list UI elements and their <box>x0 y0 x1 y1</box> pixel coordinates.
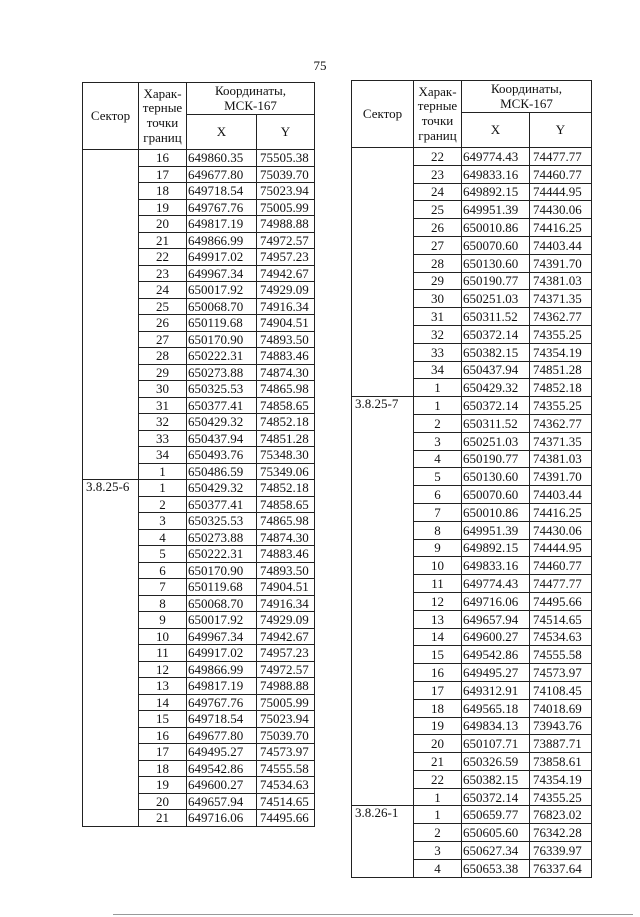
x-coordinate-cell: 649774.43 <box>462 575 530 593</box>
x-coordinate-cell: 649917.02 <box>187 249 257 266</box>
x-coordinate-cell: 649967.34 <box>187 265 257 282</box>
y-coordinate-cell: 74477.77 <box>530 148 592 166</box>
point-number-cell: 2 <box>414 414 462 432</box>
x-coordinate-cell: 650325.53 <box>187 381 257 398</box>
y-coordinate-cell: 74972.57 <box>257 661 315 678</box>
y-coordinate-cell: 74018.69 <box>530 699 592 717</box>
x-coordinate-cell: 650170.90 <box>187 331 257 348</box>
point-number-cell: 19 <box>139 777 187 794</box>
x-coordinate-cell: 649767.76 <box>187 199 257 216</box>
header-y: Y <box>257 115 315 150</box>
coordinates-table-left <box>82 82 315 827</box>
y-coordinate-cell: 76823.02 <box>530 806 592 824</box>
y-coordinate-cell: 74391.70 <box>530 468 592 486</box>
point-number-cell: 11 <box>414 575 462 593</box>
x-coordinate-cell: 650437.94 <box>187 430 257 447</box>
x-coordinate-cell: 650273.88 <box>187 364 257 381</box>
point-number-cell: 26 <box>139 315 187 332</box>
x-coordinate-cell: 649312.91 <box>462 681 530 699</box>
y-coordinate-cell: 73943.76 <box>530 717 592 735</box>
y-coordinate-cell: 75005.99 <box>257 694 315 711</box>
y-coordinate-cell: 74477.77 <box>530 575 592 593</box>
y-coordinate-cell: 74108.45 <box>530 681 592 699</box>
y-coordinate-cell: 74355.25 <box>530 788 592 806</box>
y-coordinate-cell: 74403.44 <box>530 486 592 504</box>
point-number-cell: 4 <box>414 859 462 877</box>
x-coordinate-cell: 650382.15 <box>462 770 530 788</box>
header-y: Y <box>530 113 592 148</box>
point-number-cell: 15 <box>414 646 462 664</box>
x-coordinate-cell: 650429.32 <box>462 379 530 397</box>
header-points-line: терные <box>142 100 183 116</box>
header-coordinates-line: Координаты, <box>215 82 286 98</box>
x-coordinate-cell: 650325.53 <box>187 513 257 530</box>
x-coordinate-cell: 650251.03 <box>462 290 530 308</box>
header-coordinates-line: Координаты, <box>491 80 562 96</box>
header-points <box>414 81 462 148</box>
y-coordinate-cell: 74391.70 <box>530 254 592 272</box>
y-coordinate-cell: 74381.03 <box>530 272 592 290</box>
x-coordinate-cell: 650377.41 <box>187 397 257 414</box>
x-coordinate-cell: 649967.34 <box>187 628 257 645</box>
y-coordinate-cell: 74852.18 <box>257 480 315 497</box>
point-number-cell: 26 <box>414 219 462 237</box>
table-body <box>83 150 315 827</box>
x-coordinate-cell: 649951.39 <box>462 201 530 219</box>
x-coordinate-cell: 649718.54 <box>187 711 257 728</box>
point-number-cell: 8 <box>139 595 187 612</box>
table-row <box>352 806 592 824</box>
point-number-cell: 32 <box>414 325 462 343</box>
y-coordinate-cell: 74874.30 <box>257 529 315 546</box>
table-body <box>352 148 592 878</box>
coordinates-table-right <box>351 80 592 878</box>
y-coordinate-cell: 74851.28 <box>257 430 315 447</box>
point-number-cell: 19 <box>414 717 462 735</box>
y-coordinate-cell: 74865.98 <box>257 381 315 398</box>
y-coordinate-cell: 74852.18 <box>530 379 592 397</box>
x-coordinate-cell: 649834.13 <box>462 717 530 735</box>
point-number-cell: 18 <box>139 183 187 200</box>
point-number-cell: 16 <box>139 727 187 744</box>
header-coordinates <box>462 81 592 113</box>
x-coordinate-cell: 650010.86 <box>462 219 530 237</box>
y-coordinate-cell: 74893.50 <box>257 562 315 579</box>
point-number-cell: 15 <box>139 711 187 728</box>
header-points-line: границ <box>418 127 457 143</box>
point-number-cell: 20 <box>139 216 187 233</box>
x-coordinate-cell: 649892.15 <box>462 539 530 557</box>
y-coordinate-cell: 74865.98 <box>257 513 315 530</box>
header-points <box>139 83 187 150</box>
point-number-cell: 18 <box>139 760 187 777</box>
point-number-cell: 20 <box>414 735 462 753</box>
y-coordinate-cell: 74942.67 <box>257 628 315 645</box>
x-coordinate-cell: 650222.31 <box>187 348 257 365</box>
point-number-cell: 10 <box>414 557 462 575</box>
point-number-cell: 23 <box>414 165 462 183</box>
x-coordinate-cell: 650190.77 <box>462 450 530 468</box>
y-coordinate-cell: 75349.06 <box>257 463 315 480</box>
x-coordinate-cell: 650486.59 <box>187 463 257 480</box>
point-number-cell: 9 <box>414 539 462 557</box>
point-number-cell: 2 <box>414 824 462 842</box>
point-number-cell: 12 <box>414 592 462 610</box>
y-coordinate-cell: 74893.50 <box>257 331 315 348</box>
x-coordinate-cell: 649600.27 <box>187 777 257 794</box>
y-coordinate-cell: 74355.25 <box>530 397 592 415</box>
point-number-cell: 24 <box>414 183 462 201</box>
y-coordinate-cell: 74514.65 <box>257 793 315 810</box>
x-coordinate-cell: 650130.60 <box>462 468 530 486</box>
y-coordinate-cell: 74929.09 <box>257 282 315 299</box>
x-coordinate-cell: 650659.77 <box>462 806 530 824</box>
point-number-cell: 11 <box>139 645 187 662</box>
point-number-cell: 9 <box>139 612 187 629</box>
point-number-cell: 21 <box>414 753 462 771</box>
header-points-line: точки <box>421 113 454 128</box>
point-number-cell: 21 <box>139 232 187 249</box>
x-coordinate-cell: 649833.16 <box>462 165 530 183</box>
y-coordinate-cell: 74883.46 <box>257 348 315 365</box>
y-coordinate-cell: 74874.30 <box>257 364 315 381</box>
x-coordinate-cell: 650493.76 <box>187 447 257 464</box>
header-points-line: Харак- <box>143 85 182 101</box>
point-number-cell: 31 <box>414 308 462 326</box>
y-coordinate-cell: 74858.65 <box>257 496 315 513</box>
point-number-cell: 8 <box>414 521 462 539</box>
x-coordinate-cell: 650017.92 <box>187 282 257 299</box>
y-coordinate-cell: 75505.38 <box>257 150 315 167</box>
point-number-cell: 1 <box>139 480 187 497</box>
y-coordinate-cell: 75005.99 <box>257 199 315 216</box>
x-coordinate-cell: 650119.68 <box>187 315 257 332</box>
y-coordinate-cell: 74534.63 <box>530 628 592 646</box>
table-row <box>83 480 315 497</box>
point-number-cell: 17 <box>414 681 462 699</box>
point-number-cell: 3 <box>414 432 462 450</box>
table-row <box>83 150 315 167</box>
point-number-cell: 1 <box>414 397 462 415</box>
x-coordinate-cell: 649817.19 <box>187 678 257 695</box>
point-number-cell: 34 <box>139 447 187 464</box>
x-coordinate-cell: 649892.15 <box>462 183 530 201</box>
x-coordinate-cell: 649866.99 <box>187 661 257 678</box>
y-coordinate-cell: 75039.70 <box>257 166 315 183</box>
y-coordinate-cell: 76337.64 <box>530 859 592 877</box>
y-coordinate-cell: 74916.34 <box>257 595 315 612</box>
y-coordinate-cell: 76342.28 <box>530 824 592 842</box>
x-coordinate-cell: 650070.60 <box>462 236 530 254</box>
y-coordinate-cell: 75348.30 <box>257 447 315 464</box>
y-coordinate-cell: 76339.97 <box>530 842 592 860</box>
x-coordinate-cell: 649716.06 <box>187 810 257 827</box>
header-points-line: точки <box>146 115 179 130</box>
x-coordinate-cell: 649917.02 <box>187 645 257 662</box>
x-coordinate-cell: 650190.77 <box>462 272 530 290</box>
header-points-line: границ <box>143 129 182 145</box>
sector-cell: 3.8.26-1 <box>352 806 414 877</box>
y-coordinate-cell: 74555.58 <box>257 760 315 777</box>
point-number-cell: 20 <box>139 793 187 810</box>
header-points-line: терные <box>417 98 458 114</box>
x-coordinate-cell: 650222.31 <box>187 546 257 563</box>
header-sector: Сектор <box>83 83 139 150</box>
x-coordinate-cell: 649833.16 <box>462 557 530 575</box>
x-coordinate-cell: 650372.14 <box>462 397 530 415</box>
x-coordinate-cell: 650068.70 <box>187 595 257 612</box>
y-coordinate-cell: 74904.51 <box>257 315 315 332</box>
x-coordinate-cell: 649951.39 <box>462 521 530 539</box>
header-sector: Сектор <box>352 81 414 148</box>
x-coordinate-cell: 649565.18 <box>462 699 530 717</box>
y-coordinate-cell: 74972.57 <box>257 232 315 249</box>
y-coordinate-cell: 74430.06 <box>530 201 592 219</box>
x-coordinate-cell: 649495.27 <box>462 664 530 682</box>
point-number-cell: 25 <box>139 298 187 315</box>
point-number-cell: 29 <box>139 364 187 381</box>
point-number-cell: 24 <box>139 282 187 299</box>
point-number-cell: 28 <box>414 254 462 272</box>
point-number-cell: 32 <box>139 414 187 431</box>
y-coordinate-cell: 75023.94 <box>257 711 315 728</box>
y-coordinate-cell: 74904.51 <box>257 579 315 596</box>
point-number-cell: 21 <box>139 810 187 827</box>
y-coordinate-cell: 74416.25 <box>530 219 592 237</box>
x-coordinate-cell: 650377.41 <box>187 496 257 513</box>
y-coordinate-cell: 74371.35 <box>530 290 592 308</box>
y-coordinate-cell: 74957.23 <box>257 249 315 266</box>
y-coordinate-cell: 74851.28 <box>530 361 592 379</box>
x-coordinate-cell: 650311.52 <box>462 308 530 326</box>
point-number-cell: 3 <box>414 842 462 860</box>
x-coordinate-cell: 649817.19 <box>187 216 257 233</box>
point-number-cell: 34 <box>414 361 462 379</box>
point-number-cell: 18 <box>414 699 462 717</box>
point-number-cell: 2 <box>139 496 187 513</box>
y-coordinate-cell: 74444.95 <box>530 539 592 557</box>
x-coordinate-cell: 650017.92 <box>187 612 257 629</box>
y-coordinate-cell: 74495.66 <box>530 592 592 610</box>
y-coordinate-cell: 74916.34 <box>257 298 315 315</box>
x-coordinate-cell: 649774.43 <box>462 148 530 166</box>
point-number-cell: 29 <box>414 272 462 290</box>
y-coordinate-cell: 75023.94 <box>257 183 315 200</box>
y-coordinate-cell: 74354.19 <box>530 343 592 361</box>
y-coordinate-cell: 75039.70 <box>257 727 315 744</box>
x-coordinate-cell: 650372.14 <box>462 325 530 343</box>
x-coordinate-cell: 650119.68 <box>187 579 257 596</box>
point-number-cell: 17 <box>139 166 187 183</box>
point-number-cell: 14 <box>414 628 462 646</box>
point-number-cell: 1 <box>414 788 462 806</box>
x-coordinate-cell: 649677.80 <box>187 166 257 183</box>
point-number-cell: 33 <box>139 430 187 447</box>
y-coordinate-cell: 74534.63 <box>257 777 315 794</box>
point-number-cell: 19 <box>139 199 187 216</box>
header-points-line: Харак- <box>418 83 457 99</box>
sector-cell <box>83 150 139 480</box>
point-number-cell: 1 <box>414 379 462 397</box>
point-number-cell: 6 <box>139 562 187 579</box>
point-number-cell: 14 <box>139 694 187 711</box>
y-coordinate-cell: 74495.66 <box>257 810 315 827</box>
point-number-cell: 13 <box>414 610 462 628</box>
point-number-cell: 17 <box>139 744 187 761</box>
x-coordinate-cell: 650627.34 <box>462 842 530 860</box>
y-coordinate-cell: 74858.65 <box>257 397 315 414</box>
point-number-cell: 31 <box>139 397 187 414</box>
y-coordinate-cell: 73887.71 <box>530 735 592 753</box>
x-coordinate-cell: 650429.32 <box>187 480 257 497</box>
point-number-cell: 22 <box>414 148 462 166</box>
point-number-cell: 12 <box>139 661 187 678</box>
x-coordinate-cell: 649657.94 <box>462 610 530 628</box>
x-coordinate-cell: 650273.88 <box>187 529 257 546</box>
table-row <box>352 397 592 415</box>
page-edge-line <box>113 914 633 915</box>
x-coordinate-cell: 649495.27 <box>187 744 257 761</box>
point-number-cell: 5 <box>414 468 462 486</box>
point-number-cell: 5 <box>139 546 187 563</box>
x-coordinate-cell: 650372.14 <box>462 788 530 806</box>
x-coordinate-cell: 650251.03 <box>462 432 530 450</box>
x-coordinate-cell: 650130.60 <box>462 254 530 272</box>
x-coordinate-cell: 650437.94 <box>462 361 530 379</box>
x-coordinate-cell: 650653.38 <box>462 859 530 877</box>
point-number-cell: 23 <box>139 265 187 282</box>
point-number-cell: 4 <box>139 529 187 546</box>
point-number-cell: 16 <box>139 150 187 167</box>
y-coordinate-cell: 74852.18 <box>257 414 315 431</box>
x-coordinate-cell: 649542.86 <box>187 760 257 777</box>
point-number-cell: 27 <box>139 331 187 348</box>
y-coordinate-cell: 74430.06 <box>530 521 592 539</box>
x-coordinate-cell: 650170.90 <box>187 562 257 579</box>
x-coordinate-cell: 650010.86 <box>462 503 530 521</box>
y-coordinate-cell: 74988.88 <box>257 678 315 695</box>
sector-cell: 3.8.25-7 <box>352 397 414 806</box>
x-coordinate-cell: 649866.99 <box>187 232 257 249</box>
y-coordinate-cell: 74371.35 <box>530 432 592 450</box>
x-coordinate-cell: 649542.86 <box>462 646 530 664</box>
point-number-cell: 22 <box>139 249 187 266</box>
point-number-cell: 7 <box>139 579 187 596</box>
point-number-cell: 28 <box>139 348 187 365</box>
y-coordinate-cell: 74957.23 <box>257 645 315 662</box>
point-number-cell: 16 <box>414 664 462 682</box>
y-coordinate-cell: 74988.88 <box>257 216 315 233</box>
header-coordinates-line: МСК-167 <box>500 95 553 111</box>
point-number-cell: 13 <box>139 678 187 695</box>
x-coordinate-cell: 650068.70 <box>187 298 257 315</box>
x-coordinate-cell: 650326.59 <box>462 753 530 771</box>
y-coordinate-cell: 74460.77 <box>530 557 592 575</box>
y-coordinate-cell: 74929.09 <box>257 612 315 629</box>
header-coordinates-line: МСК-167 <box>224 97 277 113</box>
point-number-cell: 30 <box>139 381 187 398</box>
point-number-cell: 27 <box>414 236 462 254</box>
y-coordinate-cell: 74573.97 <box>530 664 592 682</box>
point-number-cell: 3 <box>139 513 187 530</box>
point-number-cell: 30 <box>414 290 462 308</box>
y-coordinate-cell: 74514.65 <box>530 610 592 628</box>
y-coordinate-cell: 74460.77 <box>530 165 592 183</box>
x-coordinate-cell: 649716.06 <box>462 592 530 610</box>
point-number-cell: 22 <box>414 770 462 788</box>
y-coordinate-cell: 74403.44 <box>530 236 592 254</box>
x-coordinate-cell: 649677.80 <box>187 727 257 744</box>
x-coordinate-cell: 650382.15 <box>462 343 530 361</box>
y-coordinate-cell: 74942.67 <box>257 265 315 282</box>
point-number-cell: 6 <box>414 486 462 504</box>
x-coordinate-cell: 649860.35 <box>187 150 257 167</box>
y-coordinate-cell: 74573.97 <box>257 744 315 761</box>
x-coordinate-cell: 650429.32 <box>187 414 257 431</box>
point-number-cell: 33 <box>414 343 462 361</box>
x-coordinate-cell: 650605.60 <box>462 824 530 842</box>
x-coordinate-cell: 649600.27 <box>462 628 530 646</box>
header-x: X <box>462 113 530 148</box>
y-coordinate-cell: 74883.46 <box>257 546 315 563</box>
y-coordinate-cell: 74362.77 <box>530 308 592 326</box>
sector-cell: 3.8.25-6 <box>83 480 139 827</box>
page-number: 75 <box>313 58 327 73</box>
x-coordinate-cell: 650070.60 <box>462 486 530 504</box>
x-coordinate-cell: 650311.52 <box>462 414 530 432</box>
point-number-cell: 25 <box>414 201 462 219</box>
x-coordinate-cell: 649767.76 <box>187 694 257 711</box>
y-coordinate-cell: 74444.95 <box>530 183 592 201</box>
header-x: X <box>187 115 257 150</box>
y-coordinate-cell: 73858.61 <box>530 753 592 771</box>
sector-cell <box>352 148 414 397</box>
y-coordinate-cell: 74416.25 <box>530 503 592 521</box>
point-number-cell: 10 <box>139 628 187 645</box>
y-coordinate-cell: 74555.58 <box>530 646 592 664</box>
point-number-cell: 7 <box>414 503 462 521</box>
x-coordinate-cell: 649718.54 <box>187 183 257 200</box>
y-coordinate-cell: 74381.03 <box>530 450 592 468</box>
x-coordinate-cell: 649657.94 <box>187 793 257 810</box>
x-coordinate-cell: 650107.71 <box>462 735 530 753</box>
point-number-cell: 1 <box>139 463 187 480</box>
y-coordinate-cell: 74362.77 <box>530 414 592 432</box>
point-number-cell: 4 <box>414 450 462 468</box>
point-number-cell: 1 <box>414 806 462 824</box>
table-row <box>352 148 592 166</box>
header-coordinates <box>187 83 315 115</box>
y-coordinate-cell: 74354.19 <box>530 770 592 788</box>
y-coordinate-cell: 74355.25 <box>530 325 592 343</box>
